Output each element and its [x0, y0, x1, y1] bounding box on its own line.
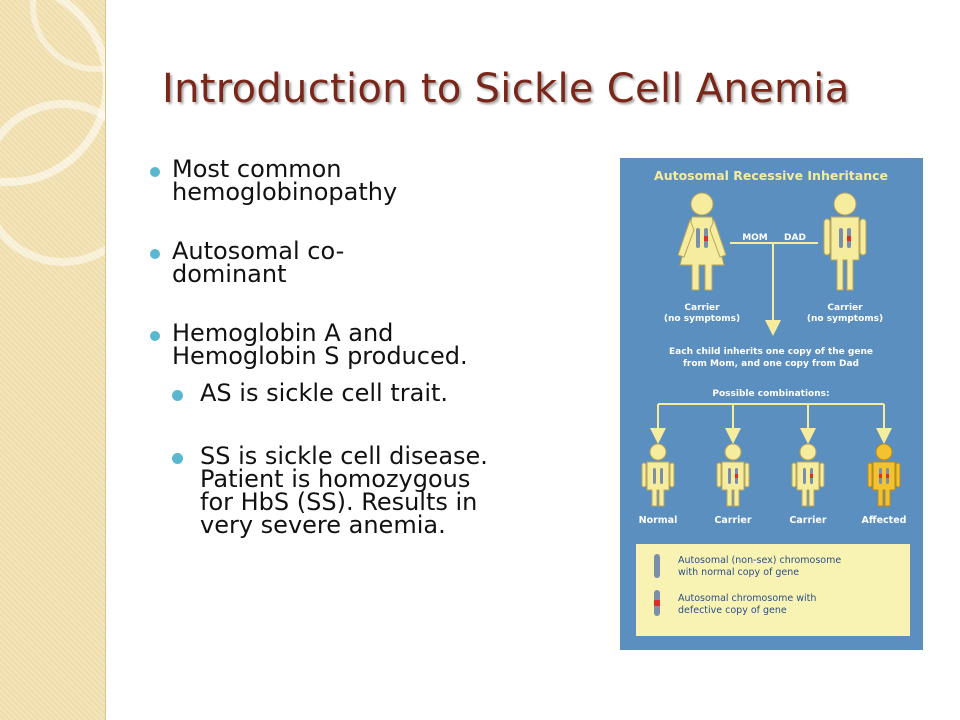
father-caption-sub: (no symptoms) [806, 314, 884, 324]
normal-chromosome-icon [654, 554, 660, 578]
sub-bullet-text: SS is sickle cell disease. Patient is homozygous for HbS (SS). Results in very severe anemia. [200, 442, 488, 539]
inheritance-diagram [620, 158, 923, 650]
bullet-list [150, 155, 580, 539]
diagram-title: Autosomal Recessive Inheritance [654, 168, 888, 183]
bullet-item [150, 319, 472, 370]
legend-normal-line1: Autosomal (non-sex) chromosome [678, 555, 842, 566]
legend-defective-line1: Autosomal chromosome with [678, 593, 817, 604]
sub-bullet-item [172, 442, 510, 539]
defective-chromosome-icon [654, 590, 660, 616]
inheritance-diagram-svg [620, 158, 923, 650]
bullet-item [150, 155, 432, 206]
inherit-text-line2: from Mom, and one copy from Dad [683, 359, 859, 369]
child-label: Affected [861, 515, 907, 526]
child-carrier-icon [792, 444, 824, 506]
legend-normal-line2: with normal copy of gene [678, 567, 800, 578]
father-caption: Carrier [827, 303, 863, 313]
sub-bullet-text: AS is sickle cell trait. [200, 379, 449, 407]
bullet-text: Most common hemoglobinopathy [172, 155, 398, 206]
bullet-dot [172, 453, 183, 464]
mother-figure-icon [678, 193, 726, 290]
combinations-label: Possible combinations: [712, 389, 830, 399]
bullet-item [150, 237, 432, 288]
bullet-text: Autosomal co-dominant [172, 237, 345, 288]
decorative-side-strip [0, 0, 106, 720]
bullet-dot [150, 167, 160, 177]
legend-defective-line2: defective copy of gene [678, 605, 787, 616]
child-label: Carrier [714, 515, 752, 526]
decorative-circle [0, 100, 106, 266]
child-affected-icon [868, 444, 900, 506]
child-carrier-icon [717, 444, 749, 506]
slide-title: Introduction to Sickle Cell Anemia [162, 66, 850, 112]
father-figure-icon [824, 193, 866, 290]
mother-caption: Carrier [684, 303, 720, 313]
inherit-text-line1: Each child inherits one copy of the gene [669, 347, 873, 357]
bullet-dot [150, 249, 160, 259]
mom-label: MOM [742, 233, 768, 243]
bullet-dot [172, 390, 183, 401]
child-normal-icon [642, 444, 674, 506]
bullet-dot [150, 331, 160, 341]
mother-caption-sub: (no symptoms) [663, 314, 741, 324]
child-label: Carrier [789, 515, 827, 526]
child-label: Normal [638, 515, 678, 526]
dad-label: DAD [784, 233, 806, 243]
sub-bullet-item [172, 379, 530, 407]
bullet-text: Hemoglobin A and Hemoglobin S produced. [172, 319, 468, 370]
